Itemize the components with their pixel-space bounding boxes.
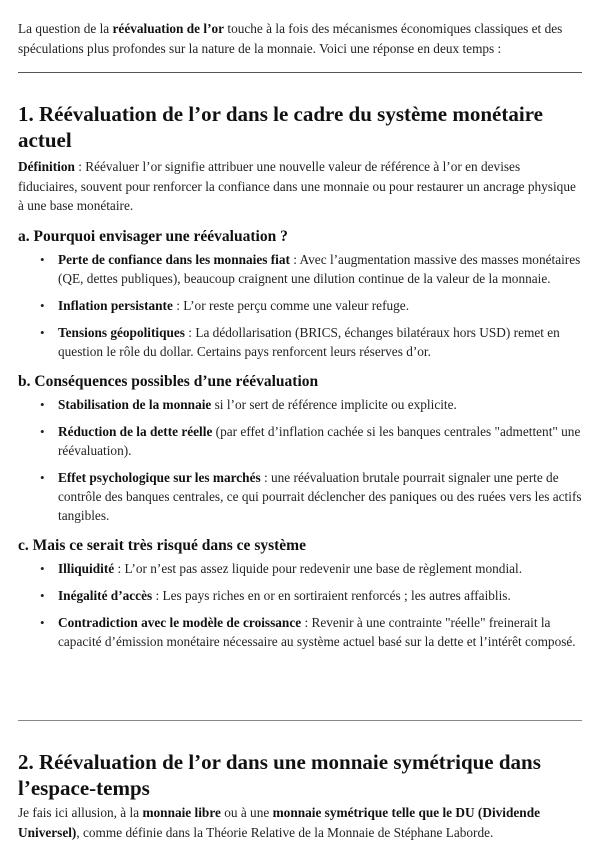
definition-paragraph: Définition : Réévaluer l’or signifie attribuer une nouvelle valeur de référence à l’or en devises fiduciaires, souvent pour renforcer la confiance dans une monnaie ou pour restaurer un ancrage physique à une base monétaire.: [18, 159, 576, 213]
divider-middle: [18, 720, 582, 721]
section-2-paragraph: Je fais ici allusion, à la monnaie libre ou à une monnaie symétrique telle que le DU (Dividende Universel), comme définie dans la Théorie Relative de la Monnaie de Stéphane Laborde.: [18, 805, 540, 840]
section-2-title: 2. Réévaluation de l’or dans une monnaie symétrique dans l’espace-temps: [18, 750, 541, 800]
subsection-a-list: [18, 250, 582, 361]
list-item: • Réduction de la dette réelle (par effet d’inflation cachée si les banques centrales "admettent" une réévaluation).: [18, 422, 582, 460]
definition-label: Définition: [18, 159, 75, 174]
subsection-c-title: c. Mais ce serait très risqué dans ce système: [18, 536, 306, 554]
subsection-a-title: a. Pourquoi envisager une réévaluation ?: [18, 227, 288, 245]
section-1-title: 1. Réévaluation de l’or dans le cadre du système monétaire actuel: [18, 102, 543, 152]
intro-emphasis: réévaluation de l’or: [112, 21, 225, 36]
subsection-b-title: b. Conséquences possibles d’une réévaluation: [18, 372, 319, 390]
list-item: • Effet psychologique sur les marchés : une réévaluation brutale pourrait signaler une perte de contrôle des banques centrales, ce qui pourrait déclencher des paniques ou des ruées vers les actifs tangibles.: [18, 468, 582, 525]
subsection-c-list: [18, 559, 582, 651]
list-item: • Tensions géopolitiques : La dédollarisation (BRICS, échanges bilatéraux hors USD) remet en question le rôle du dollar. Certains pays renforcent leurs réserves d’or.: [18, 323, 582, 361]
subsection-b-list: [18, 395, 582, 525]
list-item: • Inégalité d’accès : Les pays riches en or en sortiraient renforcés ; les autres affaiblis.: [18, 586, 582, 605]
list-item: • Perte de confiance dans les monnaies fiat : Avec l’augmentation massive des masses monétaires (QE, dettes publiques), beaucoup craignent une dilution continue de la valeur de la monnaie.: [18, 250, 582, 288]
subsection-b: [18, 372, 582, 525]
list-item: • Stabilisation de la monnaie si l’or sert de référence implicite ou explicite.: [18, 395, 582, 414]
section-2: [18, 749, 582, 842]
subsection-c: [18, 536, 582, 651]
subsection-a: [18, 227, 582, 361]
section-1: [18, 101, 582, 651]
divider-top: [18, 72, 582, 73]
intro-paragraph: La question de la réévaluation de l’or touche à la fois des mécanismes économiques classiques et des spéculations plus profondes sur la nature de la monnaie. Voici une réponse en deux temps :: [18, 21, 563, 56]
list-item: • Illiquidité : L’or n’est pas assez liquide pour redevenir une base de règlement mondial.: [18, 559, 582, 578]
list-item: • Contradiction avec le modèle de croissance : Revenir à une contrainte "réelle" freinerait la capacité d’émission monétaire nécessaire au système actuel basé sur la dette et l’intérêt composé.: [18, 613, 582, 651]
list-item: • Inflation persistante : L’or reste perçu comme une valeur refuge.: [18, 296, 582, 315]
